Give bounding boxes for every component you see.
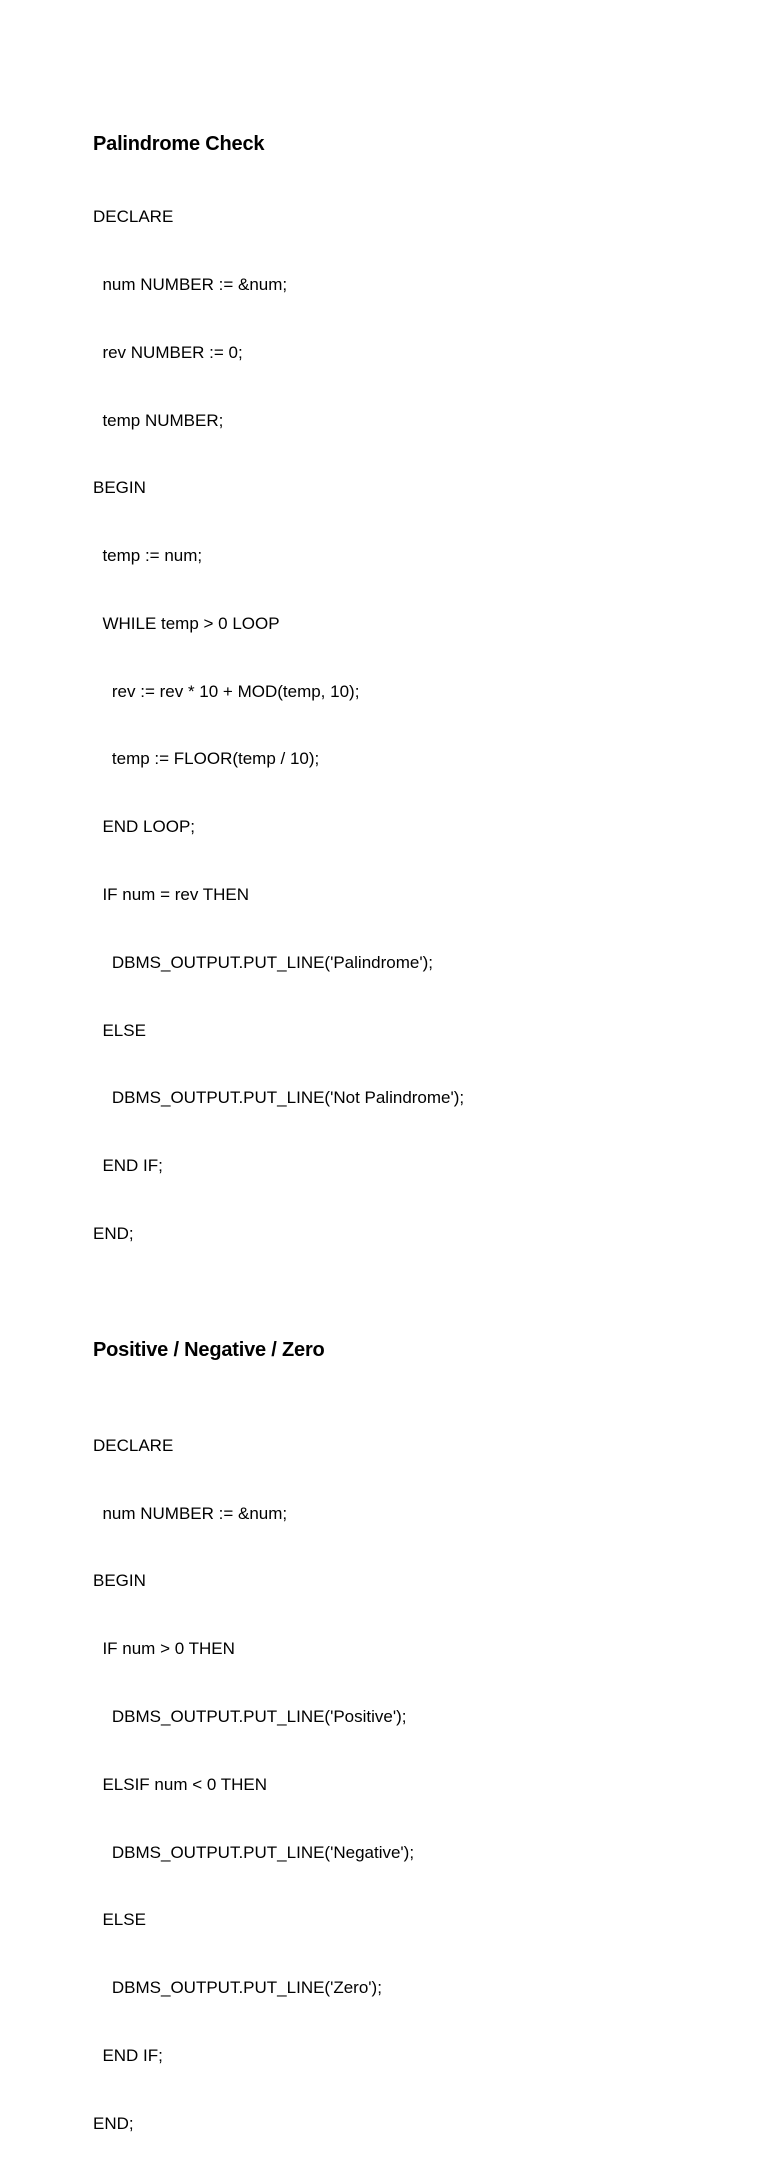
- code-line: ELSIF num < 0 THEN: [93, 1774, 268, 1794]
- code-line: rev := rev * 10 + MOD(temp, 10);: [93, 681, 360, 701]
- code-line: temp := num;: [93, 546, 203, 566]
- code-block: [93, 1390, 713, 2180]
- code-line: DBMS_OUTPUT.PUT_LINE('Negative');: [93, 1842, 415, 1862]
- code-line: END IF;: [93, 1156, 163, 1176]
- code-line: IF num > 0 THEN: [93, 1639, 235, 1659]
- code-line: DBMS_OUTPUT.PUT_LINE('Not Palindrome');: [93, 1088, 465, 1108]
- code-line: ELSE: [93, 1020, 146, 1040]
- code-line: DECLARE: [93, 1435, 174, 1455]
- code-block: [93, 161, 713, 1291]
- code-line: DBMS_OUTPUT.PUT_LINE('Zero');: [93, 1978, 382, 1998]
- section-title: Palindrome Check: [93, 133, 265, 155]
- code-line: BEGIN: [93, 1571, 146, 1591]
- code-line: END;: [93, 1223, 134, 1243]
- code-line: num NUMBER := &num;: [93, 274, 288, 294]
- section-palindrome-check: [93, 131, 713, 1291]
- code-line: BEGIN: [93, 478, 146, 498]
- code-line: rev NUMBER := 0;: [93, 342, 243, 362]
- code-line: temp NUMBER;: [93, 410, 224, 430]
- code-line: DECLARE: [93, 207, 174, 227]
- code-line: END LOOP;: [93, 817, 196, 837]
- code-line: DBMS_OUTPUT.PUT_LINE('Palindrome');: [93, 952, 433, 972]
- code-line: num NUMBER := &num;: [93, 1503, 288, 1523]
- section-positive-negative-zero: [93, 1337, 713, 2180]
- code-line: ELSE: [93, 1910, 146, 1930]
- document-page: [93, 131, 713, 2180]
- code-line: temp := FLOOR(temp / 10);: [93, 749, 320, 769]
- code-line: IF num = rev THEN: [93, 885, 250, 904]
- code-line: END;: [93, 2113, 134, 2133]
- code-line: DBMS_OUTPUT.PUT_LINE('Positive');: [93, 1707, 407, 1726]
- section-title: Positive / Negative / Zero: [93, 1338, 325, 1361]
- code-line: WHILE temp > 0 LOOP: [93, 613, 280, 633]
- code-line: END IF;: [93, 2045, 163, 2065]
